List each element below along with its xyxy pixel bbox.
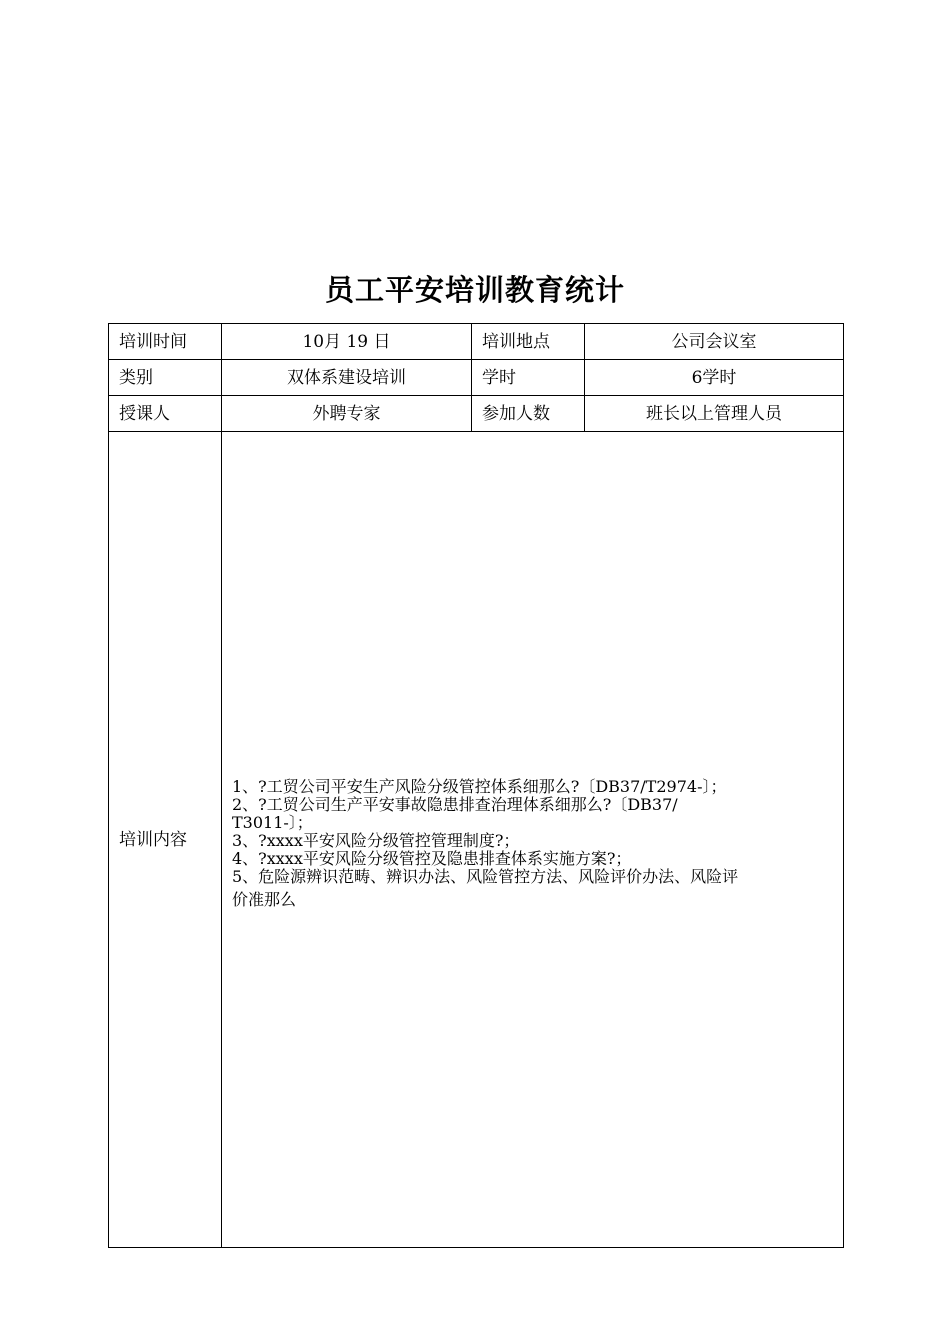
training-content-label: 培训内容: [109, 432, 222, 1248]
content-line: 1、?工贸公司平安生产风险分级管控体系细那么?〔DB37/T2974-〕；: [232, 776, 727, 796]
training-place-value: 公司会议室: [585, 324, 844, 360]
content-line: 2、?工贸公司生产平安事故隐患排查治理体系细那么?〔DB37/: [232, 794, 678, 814]
table-row: [109, 360, 844, 396]
table-row: [109, 432, 844, 1248]
table-row: [109, 396, 844, 432]
document-title: 员工平安培训教育统计: [324, 273, 625, 307]
content-line: 4、?xxxx平安风险分级管控及隐患排查体系实施方案?；: [232, 848, 632, 868]
table-row: [109, 324, 844, 360]
hours-value: 6学时: [585, 360, 844, 396]
content-line: 3、?xxxx平安风险分级管控管理制度?；: [232, 830, 520, 850]
training-place-label: 培训地点: [472, 324, 585, 360]
training-record-table: [108, 323, 844, 1248]
training-time-label: 培训时间: [109, 324, 222, 360]
content-line: 5、危险源辨识范畴、辨识办法、风险管控方法、风险评价办法、风险评: [232, 866, 739, 886]
content-line: T3011-〕；: [232, 812, 313, 832]
hours-label: 学时: [472, 360, 585, 396]
category-value: 双体系建设培训: [222, 360, 472, 396]
training-content-cell: [222, 432, 844, 1248]
lecturer-value: 外聘专家: [222, 396, 472, 432]
training-time-value: 10月 19 日: [222, 324, 472, 360]
attendees-label: 参加人数: [472, 396, 585, 432]
attendees-value: 班长以上管理人员: [585, 396, 844, 432]
lecturer-label: 授课人: [109, 396, 222, 432]
category-label: 类别: [109, 360, 222, 396]
training-content-list: [232, 766, 833, 914]
content-line: 价准那么: [232, 889, 297, 909]
